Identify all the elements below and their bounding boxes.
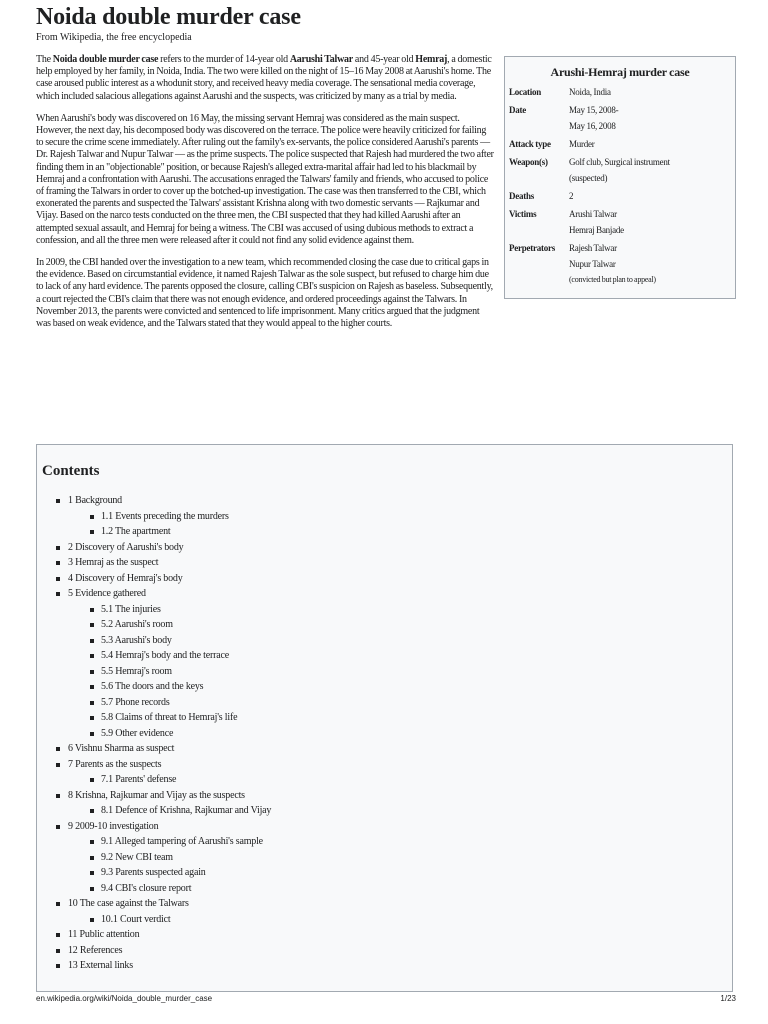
print-footer bbox=[36, 994, 736, 1003]
deaths-value: 2 bbox=[569, 191, 574, 201]
toc-item[interactable]: 1 Background bbox=[42, 493, 727, 509]
toc-item[interactable]: 5 Evidence gathered bbox=[42, 586, 727, 602]
toc-item[interactable]: 6 Vishnu Sharma as suspect bbox=[42, 741, 727, 757]
toc-item[interactable]: 3 Hemraj as the suspect bbox=[42, 555, 727, 571]
infobox-label: Deaths bbox=[509, 191, 534, 201]
infobox-value bbox=[569, 156, 731, 184]
toc-item[interactable]: 8.1 Defence of Krishna, Rajkumar and Vijay bbox=[42, 803, 727, 819]
infobox-label: Location bbox=[509, 87, 542, 97]
toc-item[interactable]: 4 Discovery of Hemraj's body bbox=[42, 571, 727, 587]
infobox-value bbox=[569, 242, 731, 286]
perpetrator-value: Nupur Talwar bbox=[569, 259, 616, 269]
bold-term: Hemraj bbox=[415, 54, 448, 65]
toc-item[interactable]: 12 References bbox=[42, 943, 727, 959]
toc-item[interactable]: 10 The case against the Talwars bbox=[42, 896, 727, 912]
page-title: Noida double murder case bbox=[36, 4, 301, 30]
bold-term: Noida double murder case bbox=[52, 54, 159, 65]
toc-item[interactable]: 5.5 Hemraj's room bbox=[42, 664, 727, 680]
attack-value: Murder bbox=[569, 139, 595, 149]
location-value: Noida, India bbox=[569, 87, 611, 97]
toc-item[interactable]: 1.2 The apartment bbox=[42, 524, 727, 540]
text-run: The bbox=[36, 54, 53, 65]
toc-item[interactable]: 10.1 Court verdict bbox=[42, 912, 727, 928]
toc-item[interactable]: 5.3 Aarushi's body bbox=[42, 633, 727, 649]
article-body bbox=[36, 54, 736, 330]
toc-item[interactable]: 7 Parents as the suspects bbox=[42, 757, 727, 773]
toc-item[interactable]: 9 2009-10 investigation bbox=[42, 819, 727, 835]
toc-item[interactable]: 5.1 The injuries bbox=[42, 602, 727, 618]
toc-item[interactable]: 11 Public attention bbox=[42, 927, 727, 943]
toc-item[interactable]: 5.4 Hemraj's body and the terrace bbox=[42, 648, 727, 664]
perpetrator-note: (convicted but plan to appeal) bbox=[569, 275, 656, 284]
infobox-label: Victims bbox=[509, 209, 537, 219]
victim-value: Hemraj Banjade bbox=[569, 225, 624, 235]
infobox-value bbox=[569, 104, 731, 132]
table-of-contents bbox=[36, 444, 733, 992]
page-subtitle: From Wikipedia, the free encyclopedia bbox=[36, 32, 192, 43]
toc-item[interactable]: 9.3 Parents suspected again bbox=[42, 865, 727, 881]
toc-item[interactable]: 5.7 Phone records bbox=[42, 695, 727, 711]
weapon-value: (suspected) bbox=[569, 173, 608, 183]
paragraph-investigation: In 2009, the CBI handed over the investigation to a new team, which recommended closing the case due to critical gaps in the evidence. Based on circumstantial evidence, it named Rajesh Talwar as the sole suspect, but refused to charge him due to lack of any hard evidence. The parents opposed the closure, calling CBI's suspicion on Rajesh as baseless. Subsequently, a court rejected the CBI's claim that there was not enough evidence, and ordered proceedings against the Talwars. In November 2013, the parents were convicted and sentenced to life imprisonment. Many critics argued that the judgment was based on weak evidence, and the Talwars stated that they would appeal to the higher courts. bbox=[36, 257, 493, 330]
infobox-value bbox=[569, 190, 731, 202]
toc-item[interactable]: 5.9 Other evidence bbox=[42, 726, 727, 742]
infobox-value bbox=[569, 138, 731, 150]
infobox-row-victims bbox=[509, 208, 731, 236]
text-run: , a domestic help employed by her family, in Noida, India. The two were killed on the night of 15–16 May 2008 at Aarushi's home. The case aroused public interest as a whodunit story, and received heavy media coverage. The sensational media coverage, which included salacious allegations against Aarushi and the suspects, was criticized by many as a trial by media. bbox=[36, 54, 492, 102]
toc-item[interactable]: 5.8 Claims of threat to Hemraj's life bbox=[42, 710, 727, 726]
toc-item[interactable]: 8 Krishna, Rajkumar and Vijay as the suspects bbox=[42, 788, 727, 804]
victim-link[interactable]: Arushi Talwar bbox=[569, 209, 617, 219]
perpetrator-value: Rajesh Talwar bbox=[569, 243, 617, 253]
infobox-row-weapon bbox=[509, 156, 731, 184]
infobox-row-deaths bbox=[509, 190, 731, 202]
infobox-label: Perpetrators bbox=[509, 243, 555, 253]
aarushi-link[interactable]: Aarushi Talwar bbox=[289, 54, 353, 65]
toc-title: Contents bbox=[42, 463, 100, 479]
infobox-row-attack bbox=[509, 138, 731, 150]
infobox-value bbox=[569, 208, 731, 236]
infobox-row-date bbox=[509, 104, 731, 132]
toc-list bbox=[42, 493, 727, 974]
article bbox=[36, 0, 736, 971]
weapon-value: Golf club, Surgical instrument bbox=[569, 157, 670, 167]
text-run: and 45-year old bbox=[352, 54, 416, 65]
date-value: May 15, 2008- bbox=[569, 105, 619, 115]
footer-url: en.wikipedia.org/wiki/Noida_double_murder_case bbox=[36, 994, 213, 1003]
infobox-label: Date bbox=[509, 105, 526, 115]
infobox-label: Weapon(s) bbox=[509, 157, 548, 167]
infobox-row-location bbox=[509, 86, 731, 98]
toc-item[interactable]: 1.1 Events preceding the murders bbox=[42, 509, 727, 525]
text-run: refers to the murder of 14-year old bbox=[158, 54, 290, 65]
infobox-row-perpetrators bbox=[509, 242, 731, 286]
toc-item[interactable]: 7.1 Parents' defense bbox=[42, 772, 727, 788]
toc-item[interactable]: 5.6 The doors and the keys bbox=[42, 679, 727, 695]
date-value: May 16, 2008 bbox=[569, 121, 616, 131]
paragraph-discovery: When Aarushi's body was discovered on 16 May, the missing servant Hemraj was considered as the main suspect. However, the next day, his decomposed body was discovered on the terrace. The police were heavily criticized for failing to secure the crime scene immediately. After ruling out the family's ex-servants, the police considered Aarushi's parents — Dr. Rajesh Talwar and Nupur Talwar — as the prime suspects. The police suspected that Rajesh had murdered the two after finding them in an "objectionable" position, or because Rajesh's alleged extra-marital affair had led to his blackmail by Hemraj and a confrontation with Aarushi. The accusations enraged the Talwars' family and friends, who accused to police of framing the Talwars in order to cover up the botched-up investigation. The case was then transferred to the CBI, which exonerated the parents and suspected the Talwars' assistant Krishna along with two domestic servants — Rajkumar and Vijay. Based on the narco tests conducted on the three men, the CBI suspected that they had killed Aarushi after an attempted sexual assault, and Hemraj for being a witness. The CBI was accused of using dubious methods to extract a confession, and all the three men were released after it could not find any solid evidence against them. bbox=[36, 112, 494, 246]
toc-item[interactable]: 9.2 New CBI team bbox=[42, 850, 727, 866]
toc-item[interactable]: 2 Discovery of Aarushi's body bbox=[42, 540, 727, 556]
infobox-value bbox=[569, 86, 731, 98]
footer-page-number: 1/23 bbox=[720, 994, 736, 1003]
infobox bbox=[504, 56, 736, 299]
toc-item[interactable]: 9.4 CBI's closure report bbox=[42, 881, 727, 897]
toc-item[interactable]: 13 External links bbox=[42, 958, 727, 974]
toc-item[interactable]: 9.1 Alleged tampering of Aarushi's sample bbox=[42, 834, 727, 850]
toc-item[interactable]: 5.2 Aarushi's room bbox=[42, 617, 727, 633]
infobox-label: Attack type bbox=[509, 139, 551, 149]
infobox-title: Arushi-Hemraj murder case bbox=[550, 65, 690, 79]
